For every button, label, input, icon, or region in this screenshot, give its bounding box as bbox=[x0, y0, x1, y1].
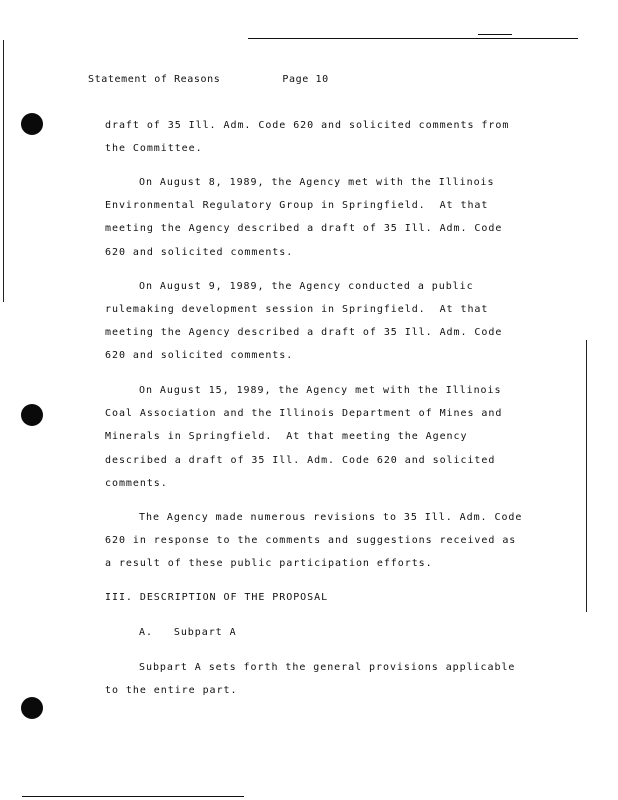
left-edge-mark bbox=[3, 40, 4, 302]
text-line: Minerals in Springfield. At that meeting the Agency bbox=[105, 431, 468, 442]
section-heading: III. DESCRIPTION OF THE PROPOSAL bbox=[105, 592, 329, 603]
punch-hole-middle bbox=[21, 404, 43, 426]
text-line: Subpart A sets forth the general provisions applicable bbox=[139, 662, 516, 673]
text-line: the Committee. bbox=[105, 143, 203, 154]
top-rule bbox=[248, 38, 578, 39]
page-header bbox=[88, 74, 329, 85]
text-line: rulemaking development session in Springfield. At that bbox=[105, 304, 489, 315]
bottom-rule bbox=[22, 796, 244, 797]
text-line: meeting the Agency described a draft of 35 Ill. Adm. Code bbox=[105, 223, 503, 234]
top-rule-short bbox=[478, 34, 512, 35]
text-line: described a draft of 35 Ill. Adm. Code 620 and solicited bbox=[105, 455, 496, 466]
text-line: On August 9, 1989, the Agency conducted a public bbox=[139, 281, 474, 292]
text-line: 620 in response to the comments and suggestions received as bbox=[105, 535, 517, 546]
text-line: meeting the Agency described a draft of 35 Ill. Adm. Code bbox=[105, 327, 503, 338]
text-line: On August 8, 1989, the Agency met with the Illinois bbox=[139, 177, 495, 188]
text-line: draft of 35 Ill. Adm. Code 620 and solicited comments from bbox=[105, 120, 510, 131]
right-edge-mark bbox=[586, 340, 587, 612]
text-line: to the entire part. bbox=[105, 685, 238, 696]
text-line: comments. bbox=[105, 478, 168, 489]
text-line: 620 and solicited comments. bbox=[105, 350, 294, 361]
text-line: Environmental Regulatory Group in Springfield. At that bbox=[105, 200, 489, 211]
text-line: Coal Association and the Illinois Department of Mines and bbox=[105, 408, 503, 419]
subsection-heading: A. Subpart A bbox=[139, 627, 237, 638]
text-line: a result of these public participation efforts. bbox=[105, 558, 433, 569]
punch-hole-bottom bbox=[21, 697, 43, 719]
header-title: Statement of Reasons bbox=[88, 74, 221, 85]
page-number: Page 10 bbox=[282, 74, 329, 85]
text-line: On August 15, 1989, the Agency met with the Illinois bbox=[139, 385, 502, 396]
text-line: The Agency made numerous revisions to 35 Ill. Adm. Code bbox=[139, 512, 523, 523]
punch-hole-top bbox=[21, 113, 43, 135]
text-line: 620 and solicited comments. bbox=[105, 247, 294, 258]
